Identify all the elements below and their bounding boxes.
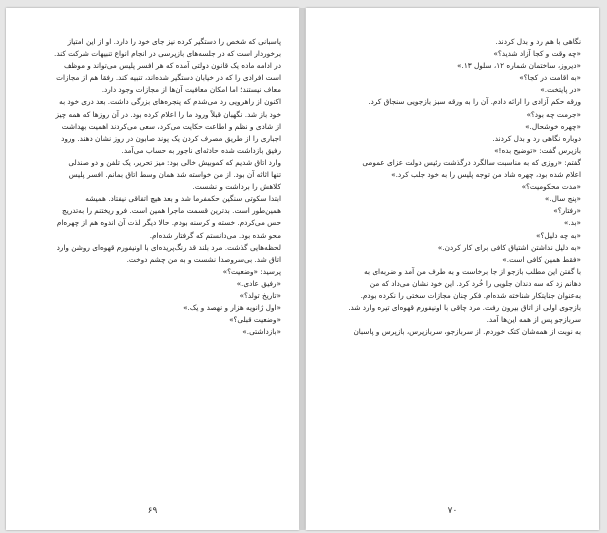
text-line: دوباره نگاهی رد و بدل کردند. bbox=[492, 133, 581, 143]
text-line: برخوردار است که در جلسه‌های بازپرسی در انجام انواع تنبیهات شرکت کند. bbox=[54, 49, 281, 59]
text-line: در ادامه ماده یک قانون دولتی آمده که هر افسر پلیس می‌تواند و موظف bbox=[63, 61, 281, 71]
right-page bbox=[306, 8, 599, 530]
text-line: دهانم زد که سه دندان جلویی را خُرد کرد. این خود نشان می‌داد که من bbox=[369, 278, 581, 288]
left-page-text bbox=[24, 36, 281, 338]
text-line: وارد اتاق شدیم که کموبیش خالی بود: میز تحریر، یک تلفن و دو صندلی bbox=[68, 157, 281, 167]
text-line: «رفتار؟» bbox=[553, 206, 581, 216]
text-line: گفتم: «روزی که به مناسبت سالگرد درگذشت رئیس دولت عزای عمومی bbox=[362, 157, 581, 167]
text-line: است افرادی را که در خیابان دستگیر شده‌اند، تنبیه کند. رفقا هم از مجازات bbox=[56, 73, 281, 83]
text-line: بازجوی اولی از اتاق بیرون رفت. مرد چاقی با اونیفورم قهوه‌ای تیره وارد شد. bbox=[348, 303, 581, 313]
text-line: «به اقامت در کجا؟» bbox=[519, 73, 581, 83]
text-line: «چه وقت و کجا آزاد شدید؟» bbox=[493, 49, 581, 59]
text-line: حس می‌کردم. خسته و کرسنه بودم. حالا دیگر لذت آن اندوه هم از چهره‌ام bbox=[56, 218, 281, 228]
text-line: اتاق شد. بی‌سروصدا نشست و به من چشم دوخت. bbox=[126, 254, 281, 264]
text-line: به‌عنوان جنایتکار شناخته شده‌ام. فکر چنان مجازات سختی را نکرده بودم. bbox=[360, 290, 581, 300]
text-line: بازپرس گفت: «توضیح بده!» bbox=[494, 145, 581, 155]
text-line: به نوبت از همه‌شان کتک خوردم. از سربازجو، سربازپرس، بازپرس و پاسبان bbox=[353, 327, 581, 337]
text-line: ابتدا سکوتی سنگین حکمفرما شد و بعد هیچ اتفاقی نیفتاد. همیشه bbox=[85, 194, 281, 204]
text-line: «وضعیت قبلی؟» bbox=[229, 315, 281, 325]
text-line: «در پایتخت.» bbox=[540, 85, 581, 95]
text-line: «چهره خوشحال.» bbox=[525, 121, 581, 131]
text-line: پرسید: «وضعیت؟» bbox=[222, 266, 281, 276]
text-line: سربازجو پس از همه این‌ها آمد. bbox=[486, 315, 581, 325]
text-line: «اول ژانویه هزار و نهصد و یک.» bbox=[183, 303, 281, 313]
text-line: کلاهش را برداشت و نشست. bbox=[192, 182, 281, 192]
text-line: از شادی و نظم و اطاعت حکایت می‌کرد، سعی می‌کردند اهمیت بهداشت bbox=[61, 121, 281, 131]
text-line: با گفتن این مطلب بازجو از جا برخاست و به طرف من آمد و ضربه‌ای به bbox=[364, 266, 581, 276]
text-line: «فقط همین کافی است.» bbox=[502, 254, 581, 264]
text-line: اجباری را از طریق مصرف کردن یک پوند صابون در روز نشان دهند. ورود bbox=[61, 133, 281, 143]
text-line: معاف نیستند؛ اما امکان معافیت آن‌ها از مجازات وجود دارد. bbox=[101, 85, 281, 95]
text-line: «تاریخ تولد؟» bbox=[239, 290, 281, 300]
text-line: اکنون از راهرویی رد می‌شدم که پنجره‌های بزرگی داشت. بعد دری خود به bbox=[59, 97, 281, 107]
text-line: اعلام شده بود، چهره شاد من توجه پلیس را به خود جلب کرد.» bbox=[391, 170, 581, 180]
left-page-number: ۶۹ bbox=[147, 506, 158, 516]
text-line: همین‌طور است. بدترین قسمت ماجرا همین است. فرو ریختنم را به‌تدریج bbox=[62, 206, 281, 216]
text-line: ورقه حکم آزادی را ارائه دادم. آن را به ورقه سبز بازجویی سنجاق کرد. bbox=[368, 97, 581, 107]
right-page-number: ۷۰ bbox=[447, 506, 458, 516]
text-line: نگاهی با هم رد و بدل کردند. bbox=[495, 37, 581, 46]
text-line: «رفیق عادی.» bbox=[236, 278, 281, 288]
text-line: پاسبانی که شخص را دستگیر کرده نیز جای خود را دارد. او از این امتیاز bbox=[67, 37, 281, 46]
page-gutter bbox=[300, 8, 305, 530]
text-line: رفیق بازداشت شده حادثه‌ای ناجور به حساب می‌آمد. bbox=[121, 145, 281, 155]
text-line: «پنج سال.» bbox=[544, 194, 581, 204]
text-line: خود باز شد. نگهبان قبلاً ورود ما را اعلام کرده بود. در آن روزها که همه چیز bbox=[55, 109, 281, 119]
text-line: «به دلیل نداشتن اشتیاق کافی برای کار کردن.» bbox=[437, 242, 581, 252]
text-line: «دیروز، ساختمان شماره ۱۲، سلول ۱۳.» bbox=[457, 61, 581, 71]
right-page-text bbox=[324, 36, 581, 338]
text-line: «مدت محکومیت؟» bbox=[521, 182, 581, 192]
text-line: لحظه‌هایی گذشت. مرد بلند قد رنگ‌پریده‌ای با اونیفورم قهوه‌ای روشن وارد bbox=[56, 242, 281, 252]
text-line: «جرمت چه بود؟» bbox=[526, 109, 581, 119]
text-line: «بد.» bbox=[563, 218, 581, 228]
text-line: تنها اثاثه آن بود. از من خواسته شد همان وسط اتاق بمانم. افسر پلیس bbox=[68, 170, 281, 180]
text-line: محو شده بود. می‌دانستم که گرفتار شده‌ام. bbox=[149, 230, 281, 240]
text-line: «به چه دلیل؟» bbox=[535, 230, 581, 240]
text-line: «بازداشتی.» bbox=[242, 327, 281, 337]
left-page bbox=[6, 8, 299, 530]
